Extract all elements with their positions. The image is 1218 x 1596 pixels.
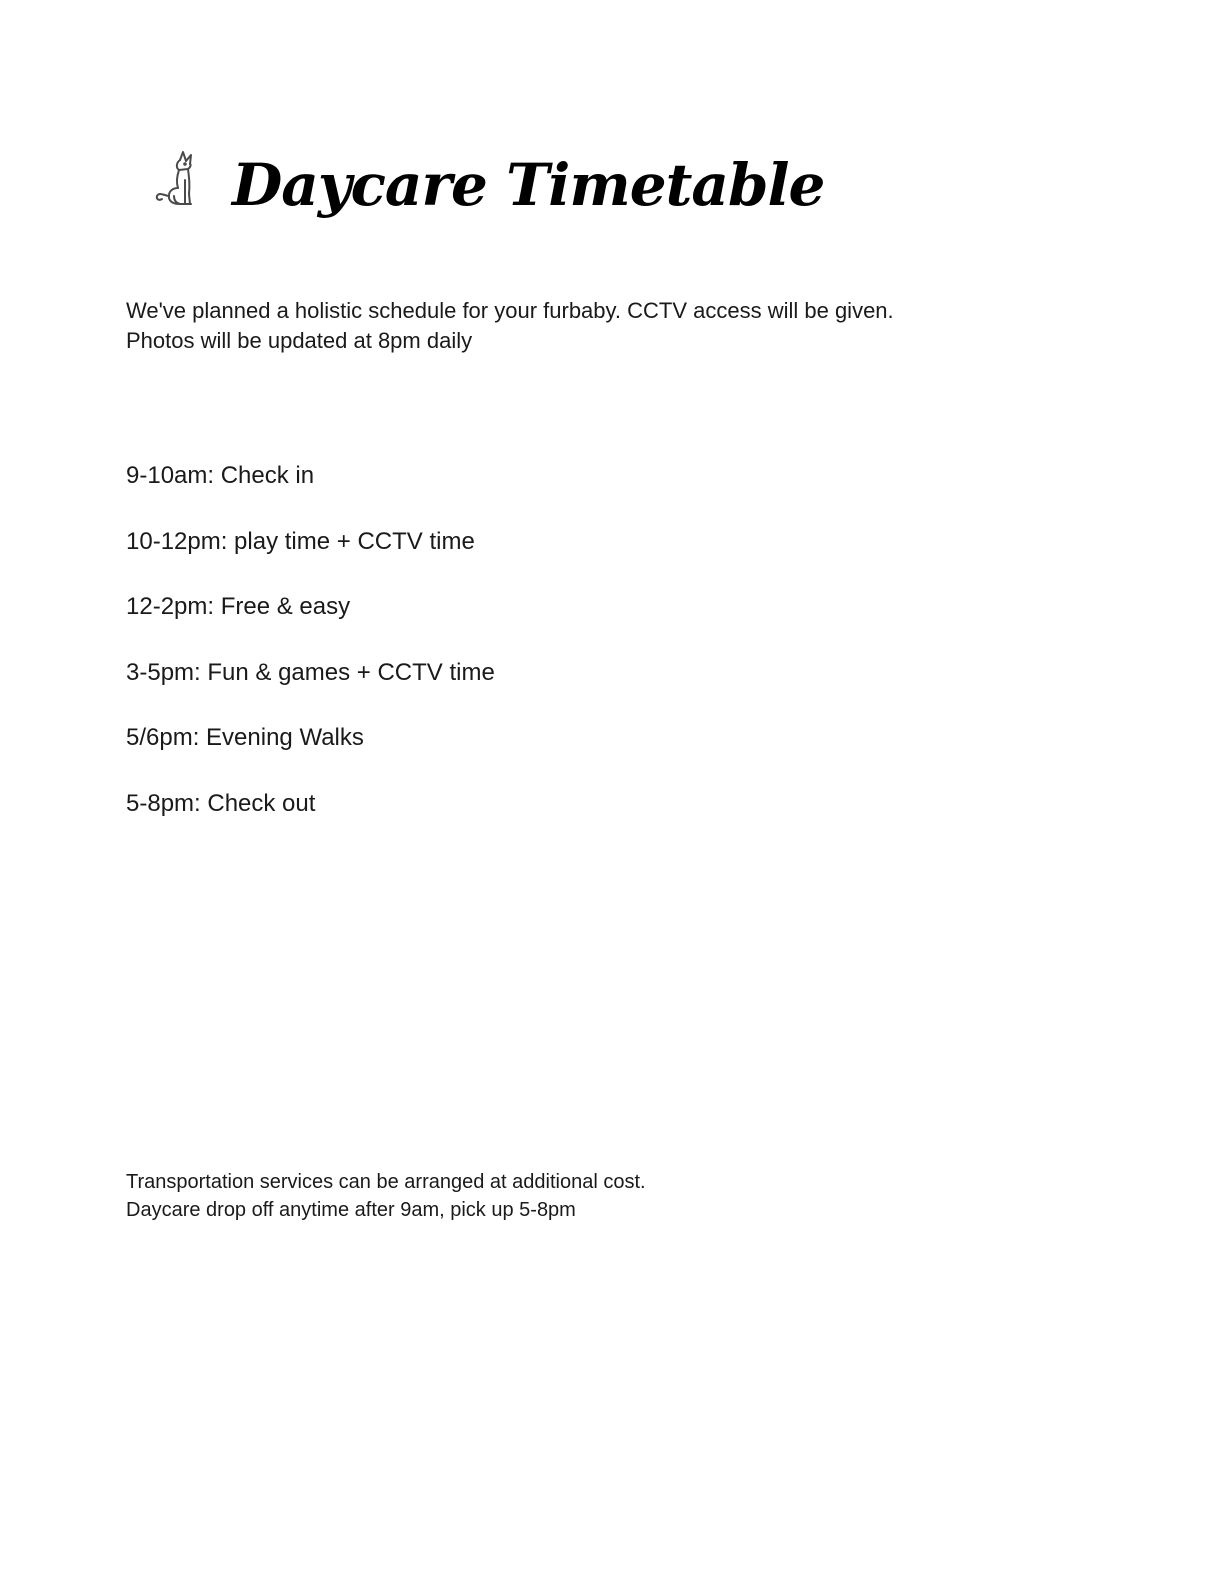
schedule-item: 3-5pm: Fun & games + CCTV time — [126, 658, 495, 686]
schedule-item: 5/6pm: Evening Walks — [126, 724, 364, 751]
footer-line: Daycare drop off anytime after 9am, pick up 5-8pm — [126, 1199, 576, 1221]
schedule-item: 10-12pm: play time + CCTV time — [126, 527, 475, 555]
page-header — [150, 130, 824, 240]
intro-paragraph — [126, 296, 1026, 356]
intro-line: We've planned a holistic schedule for your furbaby. CCTV access will be given. — [126, 298, 894, 323]
schedule-item: 9-10am: Check in — [126, 462, 315, 489]
intro-line: Photos will be updated at 8pm daily — [126, 328, 473, 353]
dog-icon — [150, 150, 200, 206]
schedule-list — [126, 460, 826, 853]
schedule-item: 5-8pm: Check out — [126, 789, 316, 817]
footer-line: Transportation services can be arranged at additional cost. — [126, 1171, 646, 1193]
schedule-item: 12-2pm: Free & easy — [126, 593, 351, 620]
footer-notes — [126, 1168, 1026, 1224]
page-title: Daycare Timetable — [232, 151, 825, 219]
